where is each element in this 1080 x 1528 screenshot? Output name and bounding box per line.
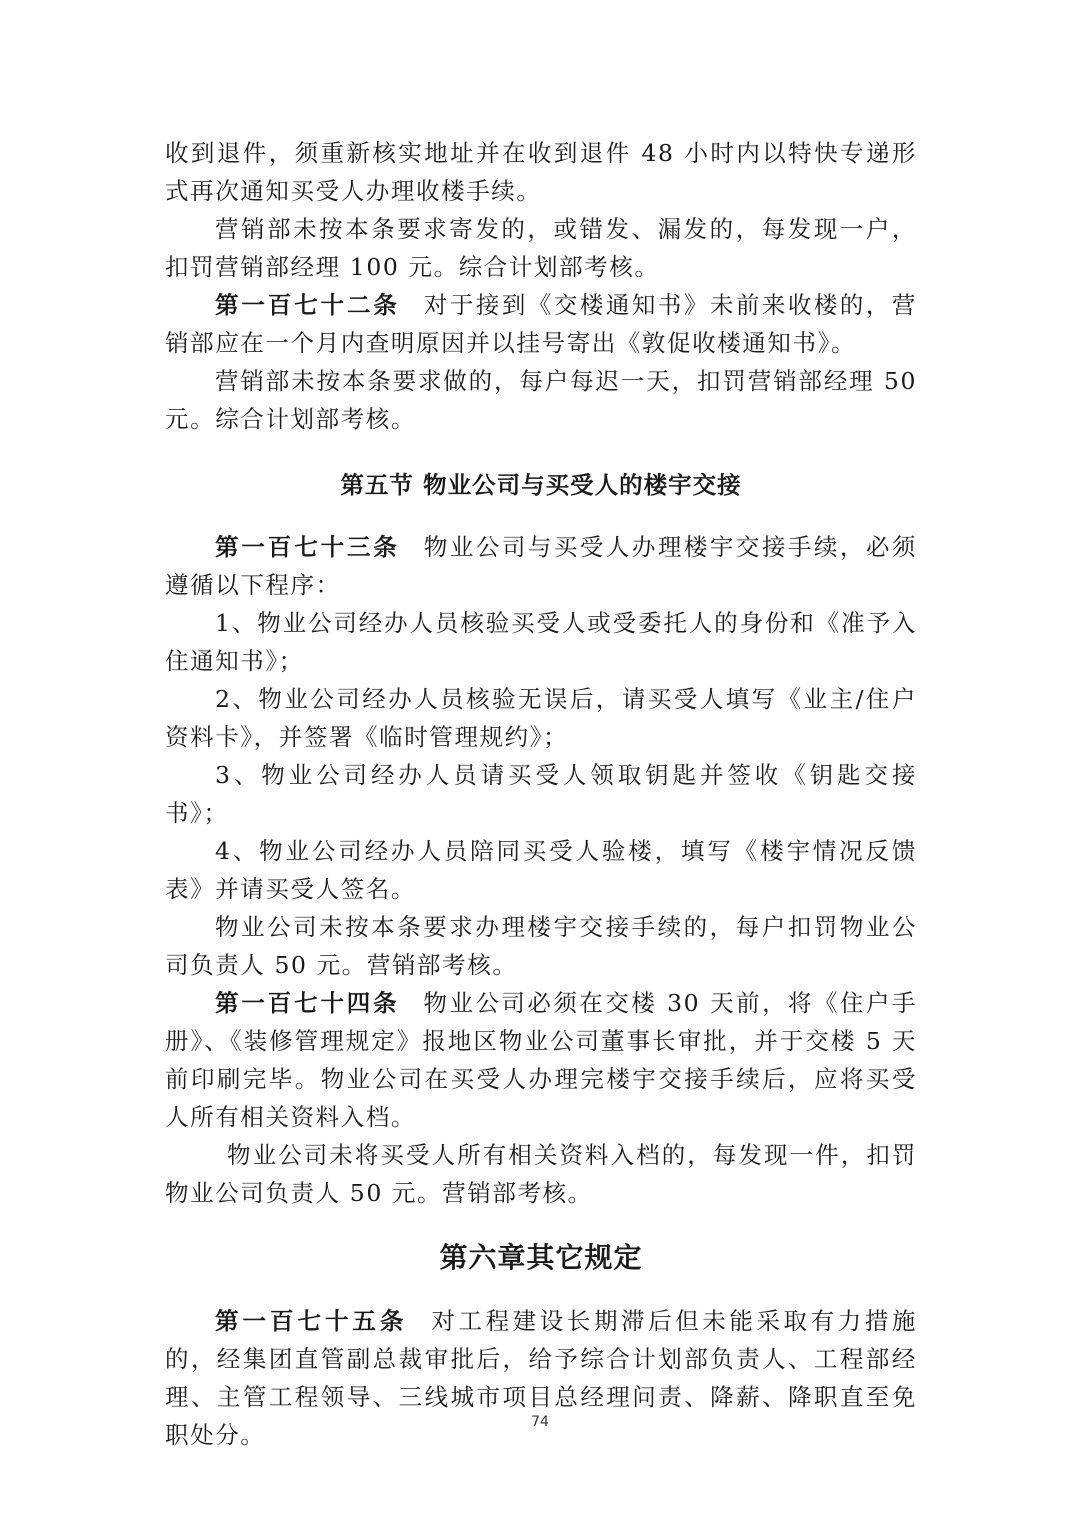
body-paragraph: 收到退件，须重新核实地址并在收到退件 48 小时内以特快专递形式再次通知买受人办理收楼手续。 <box>165 139 917 205</box>
body-paragraph: 营销部未按本条要求做的，每户每迟一天，扣罚营销部经理 50 元。综合计划部考核。 <box>165 367 917 433</box>
document-body <box>165 134 917 1454</box>
page-number: 74 <box>531 1414 549 1430</box>
body-paragraph: 2、物业公司经办人员核验无误后，请买受人填写《业主/住户资料卡》，并签署《临时管理规约》； <box>165 685 917 751</box>
article-paragraph <box>165 286 917 362</box>
article-number: 第一百七十五条 <box>215 1307 408 1335</box>
article-paragraph <box>165 1302 917 1454</box>
article-number: 第一百七十二条 <box>215 291 400 319</box>
article-text: 物业公司与买受人办理楼宇交接手续，必须遵循以下程序： <box>165 533 917 599</box>
body-paragraph: 4、物业公司经办人员陪同买受人验楼，填写《楼宇情况反馈表》并请买受人签名。 <box>165 837 917 903</box>
chapter-heading: 第六章其它规定 <box>439 1241 643 1274</box>
section-heading: 第五节 物业公司与买受人的楼宇交接 <box>340 471 742 499</box>
article-paragraph <box>165 528 917 604</box>
article-text: 对工程建设长期滞后但未能采取有力措施的，经集团直管副总裁审批后，给予综合计划部负责人、工程部经理、主管工程领导、三线城市项目总经理问责、降薪、降职直至免职处分。 <box>165 1307 917 1449</box>
body-paragraph: 1、物业公司经办人员核验买受人或受委托人的身份和《准予入住通知书》； <box>165 609 917 675</box>
body-paragraph: 物业公司未将买受人所有相关资料入档的，每发现一件，扣罚物业公司负责人 50 元。营销部考核。 <box>165 1141 917 1207</box>
article-text: 对于接到《交楼通知书》未前来收楼的，营销部应在一个月内查明原因并以挂号寄出《敦促收楼通知书》。 <box>165 291 917 357</box>
article-number: 第一百七十三条 <box>215 533 400 561</box>
article-paragraph <box>165 984 917 1136</box>
body-paragraph: 营销部未按本条要求寄发的，或错发、漏发的，每发现一户，扣罚营销部经理 100 元。综合计划部考核。 <box>165 215 917 281</box>
body-paragraph: 3、物业公司经办人员请买受人领取钥匙并签收《钥匙交接书》； <box>165 761 917 827</box>
article-text: 物业公司必须在交楼 30 天前，将《住户手册》、《装修管理规定》报地区物业公司董事长审批，并于交楼 5 天前印刷完毕。物业公司在买受人办理完楼宇交接手续后，应将买受人所有相关资料入档。 <box>165 989 918 1131</box>
body-paragraph: 物业公司未按本条要求办理楼宇交接手续的，每户扣罚物业公司负责人 50 元。营销部考核。 <box>165 913 917 979</box>
article-number: 第一百七十四条 <box>215 989 400 1017</box>
